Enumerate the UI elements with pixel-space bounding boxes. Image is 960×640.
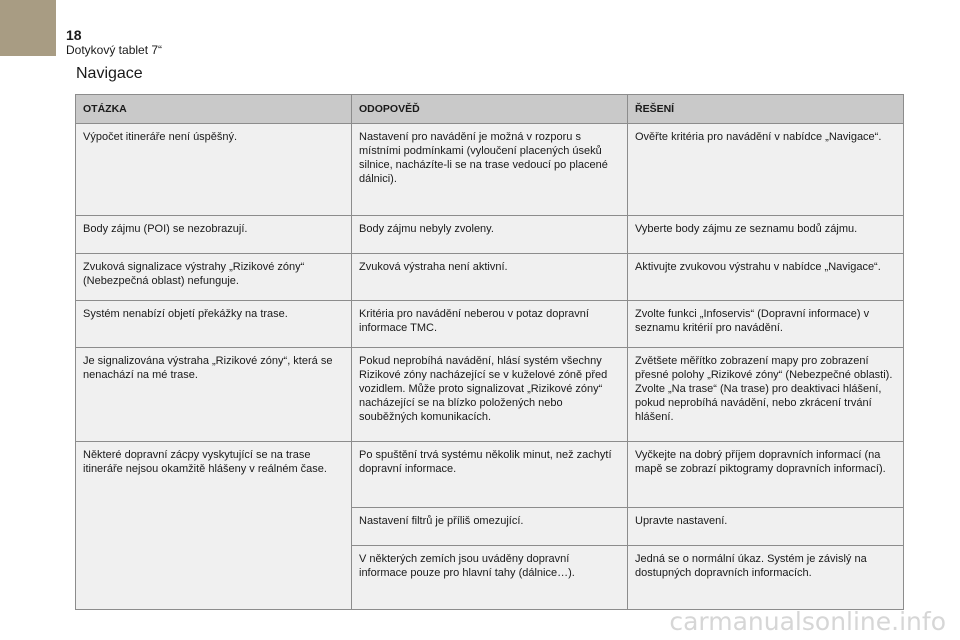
- table-header-row: [76, 95, 904, 124]
- answer-cell: V některých zemích jsou uváděny dopravní informace pouze pro hlavní tahy (dálnice…).: [352, 546, 628, 610]
- table-row: [76, 348, 904, 442]
- answer-cell: Nastavení filtrů je příliš omezující.: [352, 508, 628, 546]
- answer-cell: Pokud neprobíhá navádění, hlásí systém všechny Rizikové zóny nacházející se v kuželové zóně před vozidlem. Může proto signalizovat „Rizikové zóny“ nacházející se na blízko položených nebo souběžných komunikacích.: [352, 348, 628, 442]
- chapter-color-tab: [0, 0, 56, 56]
- header-question: OTÁZKA: [76, 95, 352, 124]
- solution-cell: Zvětšete měřítko zobrazení mapy pro zobrazení přesné polohy „Rizikové zóny“ (Nebezpečné oblasti). Zvolte „Na trase“ (Na trase) pro deaktivaci hlášení, pokud neprobíhá navádění, nebo zkrácení trvání hlášení.: [628, 348, 904, 442]
- question-cell: Systém nenabízí objetí překážky na trase.: [76, 301, 352, 348]
- answer-cell: Zvuková výstraha není aktivní.: [352, 254, 628, 301]
- question-cell: Je signalizována výstraha „Rizikové zóny“, která se nenachází na mé trase.: [76, 348, 352, 442]
- answer-cell: Po spuštění trvá systému několik minut, než zachytí dopravní informace.: [352, 442, 628, 508]
- question-cell: Některé dopravní zácpy vyskytující se na trase itineráře nejsou okamžitě hlášeny v reálném čase.: [76, 442, 352, 610]
- question-cell: Výpočet itineráře není úspěšný.: [76, 124, 352, 216]
- solution-cell: Upravte nastavení.: [628, 508, 904, 546]
- table-row: [76, 301, 904, 348]
- header-answer: ODOPOVĚĎ: [352, 95, 628, 124]
- faq-table: [75, 94, 904, 610]
- table-row: [76, 254, 904, 301]
- section-title: Navigace: [76, 65, 143, 82]
- answer-cell: Kritéria pro navádění neberou v potaz dopravní informace TMC.: [352, 301, 628, 348]
- table-row: [76, 216, 904, 254]
- page-number: 18: [66, 27, 82, 43]
- solution-cell: Vyberte body zájmu ze seznamu bodů zájmu.: [628, 216, 904, 254]
- question-cell: Body zájmu (POI) se nezobrazují.: [76, 216, 352, 254]
- solution-cell: Aktivujte zvukovou výstrahu v nabídce „Navigace“.: [628, 254, 904, 301]
- question-cell: Zvuková signalizace výstrahy „Rizikové zóny“ (Nebezpečná oblast) nefunguje.: [76, 254, 352, 301]
- solution-cell: Zvolte funkci „Infoservis“ (Dopravní informace) v seznamu kritérií pro navádění.: [628, 301, 904, 348]
- table-row: [76, 124, 904, 216]
- header-solution: ŘEŠENÍ: [628, 95, 904, 124]
- running-header: Dotykový tablet 7“: [66, 43, 163, 57]
- solution-cell: Ověřte kritéria pro navádění v nabídce „Navigace“.: [628, 124, 904, 216]
- answer-cell: Nastavení pro navádění je možná v rozporu s místními podmínkami (vyloučení placených úseků silnice, nacházíte-li se na trase vedoucí po placené dálnici).: [352, 124, 628, 216]
- solution-cell: Vyčkejte na dobrý příjem dopravních informací (na mapě se zobrazí piktogramy dopravních informací).: [628, 442, 904, 508]
- answer-cell: Body zájmu nebyly zvoleny.: [352, 216, 628, 254]
- solution-cell: Jedná se o normální úkaz. Systém je závislý na dostupných dopravních informacích.: [628, 546, 904, 610]
- watermark: carmanualsonline.info: [669, 607, 946, 636]
- table-row: [76, 442, 904, 508]
